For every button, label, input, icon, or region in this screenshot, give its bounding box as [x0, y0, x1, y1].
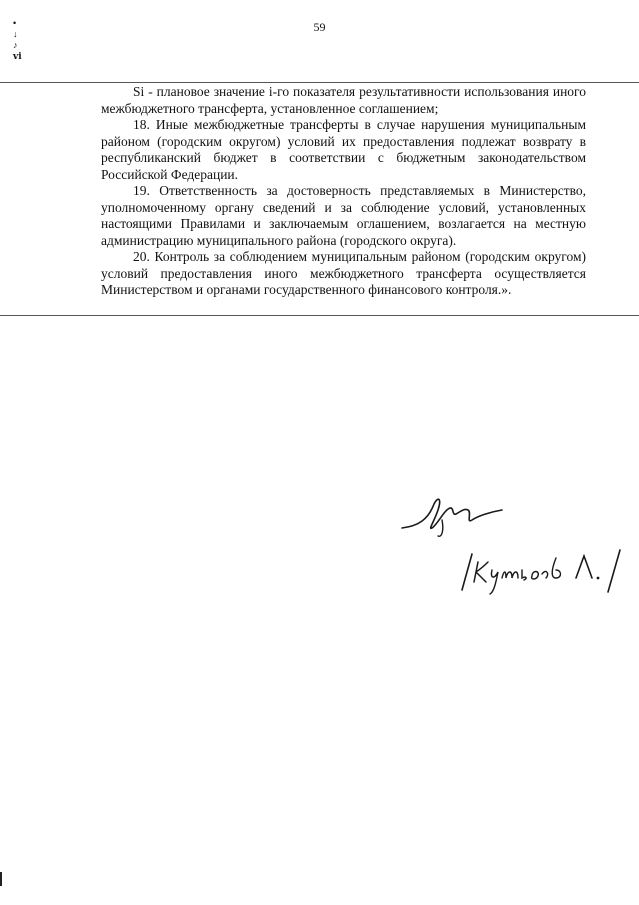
handwritten-signature — [398, 490, 508, 540]
paragraph-19: 19. Ответственность за достоверность представляемых в Министерство, уполномоченному органу сведений и за соблюдение условий, установленных настоящими Правилами и заключаемым оглашением, возлагается на местную администрацию муниципального района (городского округа). — [101, 183, 586, 248]
margin-mark: ↓ — [13, 29, 18, 39]
scan-artifact-line — [0, 315, 639, 316]
paragraph-si-definition: Si - плановое значение i-го показателя результативности использования иного межбюджетного трансферта, установленное соглашением; — [101, 84, 586, 116]
paragraph-18: 18. Иные межбюджетные трансферты в случае нарушения муниципальным районом (городским округом) условий их предоставления подлежат возврату в республиканский бюджет в соответствии с бюджетным законодательством Российской Федерации. — [101, 117, 586, 182]
handwritten-name — [452, 548, 632, 598]
page-number: 59 — [313, 20, 326, 34]
margin-mark: ⅵ — [13, 51, 22, 61]
margin-mark: ♪ — [13, 40, 18, 50]
document-body — [101, 84, 586, 299]
paragraph-20: 20. Контроль за соблюдением муниципальным районом (городским округом) условий предоставления иного межбюджетного трансферта осуществляется Министерством и органами государственного финансового контроля.». — [101, 249, 586, 297]
margin-mark: • — [13, 18, 17, 28]
margin-marks — [13, 18, 22, 62]
scan-artifact-tick — [0, 872, 2, 886]
scan-artifact-line — [0, 82, 639, 83]
